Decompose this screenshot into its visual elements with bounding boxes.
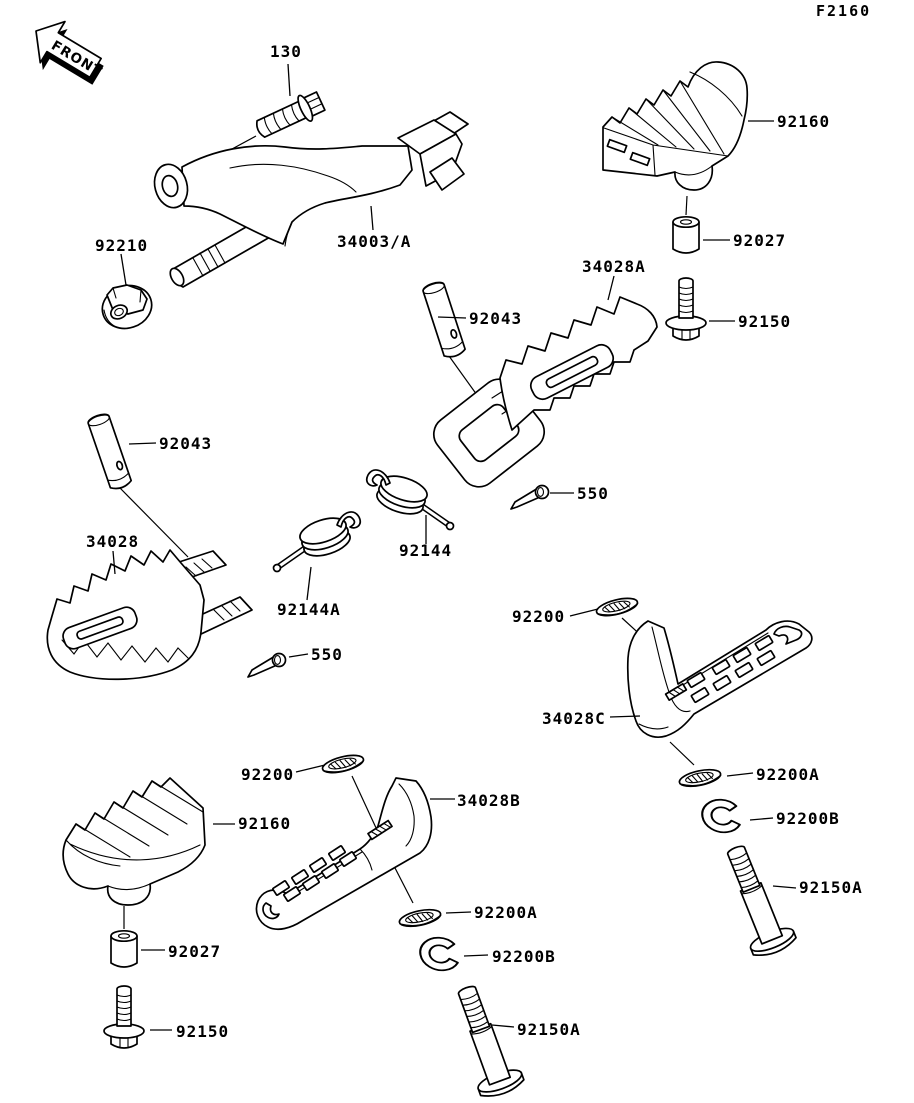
part-label-92200A-bottom: 92200A: [474, 903, 538, 922]
part-label-92150A-right: 92150A: [799, 878, 863, 897]
part-label-92210: 92210: [95, 236, 149, 255]
part-label-34003A: 34003/A: [337, 232, 412, 251]
part-92160-rubber-bottom: [63, 778, 205, 905]
part-label-92160-bottom: 92160: [238, 814, 292, 833]
part-92043-pin-left: [87, 412, 133, 491]
front-direction-marker: [21, 11, 115, 96]
part-label-92043-left: 92043: [159, 434, 213, 453]
figure-code: F2160: [816, 2, 872, 20]
part-92144-spring: [367, 470, 454, 530]
part-label-92027-top: 92027: [733, 231, 787, 250]
part-label-92200-bottom: 92200: [241, 765, 295, 784]
part-label-130: 130: [270, 42, 302, 61]
part-92027-collar-bottom: [111, 931, 137, 967]
front-marker-text: FRONT: [48, 37, 106, 81]
part-550-cotter-left: [248, 654, 286, 678]
part-92150A-bolt-bottom: [444, 980, 526, 1101]
part-92200A-washer-bottom: [398, 907, 442, 930]
part-92043-pin-upper: [422, 280, 466, 359]
part-92210-nut: [97, 279, 158, 334]
part-34028-footpeg: [47, 550, 252, 679]
part-label-92043-upper: 92043: [469, 309, 523, 328]
part-label-92200-right: 92200: [512, 607, 566, 626]
part-34028B-footpeg: [256, 778, 431, 929]
part-92200A-washer-right: [678, 767, 722, 790]
part-label-34028C: 34028C: [542, 709, 606, 728]
part-92200B-clip-right: [699, 796, 745, 837]
part-34028C-footpeg: [628, 621, 812, 737]
part-92200B-clip-bottom: [417, 934, 463, 975]
part-label-92150-top: 92150: [738, 312, 792, 331]
part-550-cotter-upper: [511, 486, 549, 510]
part-92150-bolt-bottom: [104, 986, 144, 1048]
part-label-92150A-bottom: 92150A: [517, 1020, 581, 1039]
part-92160-rubber-top: [603, 62, 747, 190]
part-label-92027-bottom: 92027: [168, 942, 222, 961]
part-label-550-upper: 550: [577, 484, 609, 503]
part-label-550-left: 550: [311, 645, 343, 664]
part-label-34028B: 34028B: [457, 791, 521, 810]
part-92200-washer-bottom: [321, 752, 365, 776]
part-92150A-bolt-right: [714, 839, 799, 960]
part-label-92200B-bottom: 92200B: [492, 947, 556, 966]
part-92200-washer-right: [595, 595, 639, 619]
part-label-92144: 92144: [399, 541, 453, 560]
part-130-bolt: [252, 88, 326, 143]
part-label-34028: 34028: [86, 532, 140, 551]
part-34028A-footpeg: [427, 297, 657, 494]
part-label-92144A: 92144A: [277, 600, 341, 619]
part-34003A-lever: [150, 112, 468, 288]
part-label-92200B-right: 92200B: [776, 809, 840, 828]
part-label-92150-bottom: 92150: [176, 1022, 230, 1041]
part-92027-collar-top: [673, 217, 699, 253]
part-label-92200A-right: 92200A: [756, 765, 820, 784]
part-label-34028A: 34028A: [582, 257, 646, 276]
part-label-92160-top: 92160: [777, 112, 831, 131]
part-92144A-spring: [274, 512, 361, 572]
part-92150-bolt-top: [666, 278, 706, 340]
